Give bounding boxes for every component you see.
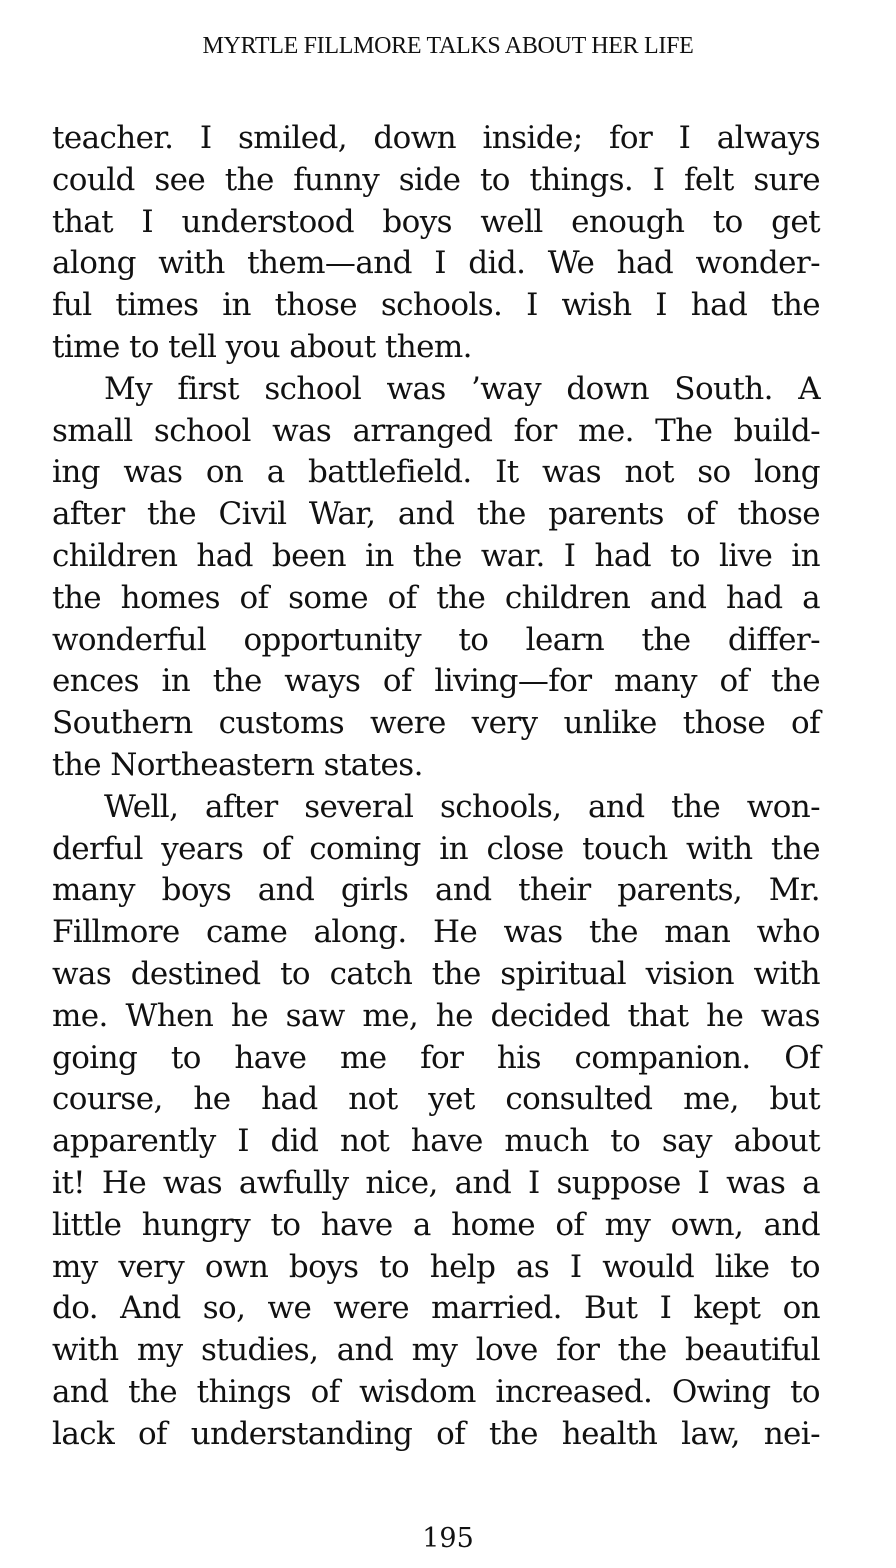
text-line: after the Civil War, and the parents of those: [52, 496, 820, 533]
text-line: with my studies, and my love for the beautiful: [52, 1332, 820, 1369]
text-line: could see the funny side to things. I felt sure: [52, 161, 820, 198]
paragraph: [52, 118, 820, 369]
text-line: ing was on a battlefield. It was not so long: [52, 454, 820, 491]
text-line: the homes of some of the children and had a: [52, 579, 820, 616]
text-line: ences in the ways of living—for many of the: [52, 663, 820, 700]
text-line: my very own boys to help as I would like to: [52, 1248, 820, 1285]
running-head: MYRTLE FILLMORE TALKS ABOUT HER LIFE: [202, 33, 694, 59]
text-line: little hungry to have a home of my own, and: [52, 1206, 820, 1243]
text-line: course, he had not yet consulted me, but: [52, 1081, 820, 1118]
paragraph: [52, 787, 820, 1456]
text-line: Southern customs were very unlike those of: [52, 705, 820, 742]
text-line: My first school was ’way down South. A: [104, 370, 820, 407]
text-line: Well, after several schools, and the won-: [104, 788, 820, 825]
text-line: that I understood boys well enough to get: [52, 203, 820, 240]
text-line: many boys and girls and their parents, Mr.: [52, 872, 820, 909]
text-line: going to have me for his companion. Of: [52, 1039, 820, 1076]
text-line: along with them—and I did. We had wonder-: [52, 245, 820, 282]
text-line: it! He was awfully nice, and I suppose I was a: [52, 1164, 820, 1201]
text-line: and the things of wisdom increased. Owing to: [52, 1373, 820, 1410]
body-text: [52, 118, 820, 1456]
text-line: small school was arranged for me. The build-: [52, 412, 820, 449]
text-line: children had been in the war. I had to live in: [52, 537, 820, 574]
text-line: the Northeastern states.: [52, 746, 423, 783]
page-number: 195: [422, 1523, 474, 1554]
text-line: apparently I did not have much to say about: [52, 1123, 820, 1160]
text-line: ful times in those schools. I wish I had the: [52, 287, 820, 324]
text-line: lack of understanding of the health law, nei-: [52, 1415, 820, 1452]
text-line: time to tell you about them.: [52, 328, 472, 365]
text-line: wonderful opportunity to learn the differ-: [52, 621, 820, 658]
text-line: derful years of coming in close touch with the: [52, 830, 820, 867]
text-line: Fillmore came along. He was the man who: [52, 914, 820, 951]
text-line: me. When he saw me, he decided that he was: [52, 997, 820, 1034]
text-line: teacher. I smiled, down inside; for I always: [52, 120, 820, 156]
text-line: was destined to catch the spiritual vision with: [52, 955, 820, 992]
text-line: do. And so, we were married. But I kept on: [52, 1290, 820, 1327]
paragraph: [52, 369, 820, 787]
